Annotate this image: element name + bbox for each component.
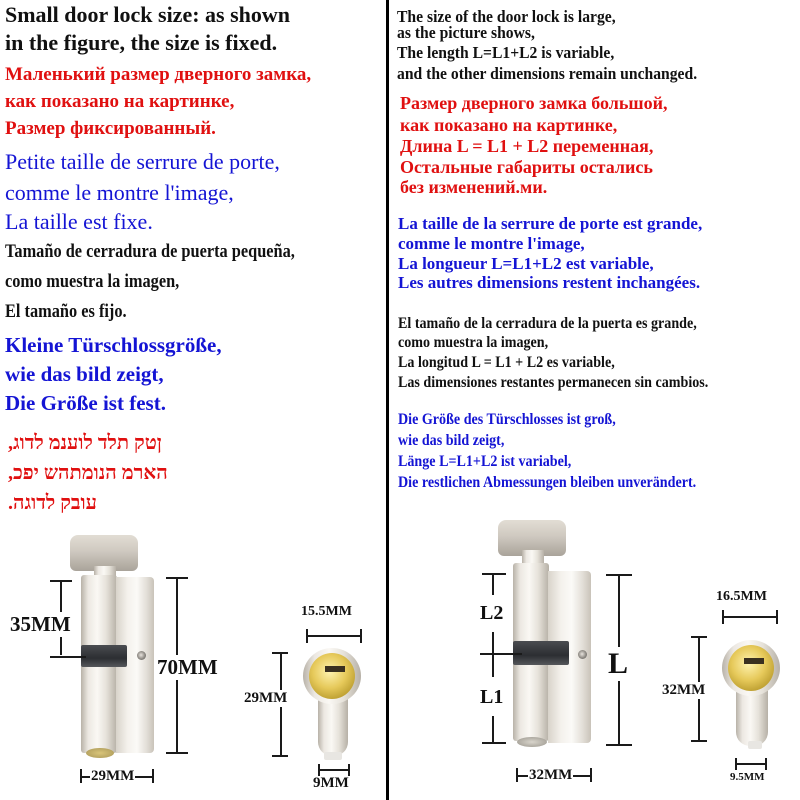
right-spanish-line-1: El tamaño de la cerradura de la puerta es grande, — [398, 315, 697, 332]
dim-29-end-bottom-tick — [272, 755, 288, 757]
dim-16.5-line — [722, 616, 778, 618]
keyway-slot — [325, 666, 345, 672]
dim-32mm-label: 32MM — [529, 767, 573, 783]
dim-16.5mm-label: 16.5MM — [716, 589, 767, 604]
right-russian-line-4: Остальные габариты остались — [400, 157, 653, 177]
dim-29mm-label: 29MM — [91, 768, 135, 784]
right-spanish-line-3: La longitud L = L1 + L2 es variable, — [398, 354, 615, 371]
dim-l-bottom-tick — [606, 744, 632, 746]
brass-key-plug — [309, 653, 355, 699]
dim-15.5-line — [306, 635, 362, 637]
right-german-line-3: Länge L=L1+L2 ist variabel, — [398, 453, 572, 470]
left-russian-line-1: Маленький размер дверного замка, — [5, 64, 312, 85]
left-spanish-line-1: Tamaño de cerradura de puerta pequeña, — [5, 241, 295, 262]
dim-9-line — [318, 769, 350, 771]
dim-l-label: L — [608, 647, 629, 680]
keyway-slot — [744, 658, 764, 664]
dim-l1-label: L1 — [480, 686, 504, 708]
dim-9mm-label: 9MM — [313, 775, 349, 791]
right-french-line-2: comme le montre l'image, — [398, 234, 585, 253]
left-russian-line-3: Размер фиксированный. — [5, 118, 216, 139]
dim-29-right-tick — [152, 769, 154, 783]
dim-9.5-right-tick — [765, 758, 767, 770]
dim-70mm-label: 70MM — [157, 655, 218, 679]
right-english-line-1: The size of the door lock is large, — [397, 7, 616, 26]
dim-35-bottom-tick — [50, 656, 86, 658]
dim-15.5-right-tick — [360, 629, 362, 643]
right-english-line-4: and the other dimensions remain unchanged. — [397, 64, 698, 83]
left-spanish-line-2: como muestra la imagen, — [5, 271, 180, 292]
dim-32-right-tick — [590, 768, 592, 782]
dim-l1-bottom-tick — [482, 742, 506, 744]
dim-l2-upper-line — [492, 573, 494, 595]
right-english-line-3: The length L=L1+L2 is variable, — [397, 43, 615, 62]
keyway-end — [86, 748, 114, 758]
right-russian-line-1: Размер дверного замка большой, — [400, 93, 668, 113]
left-russian-line-2: как показано на картинке, — [5, 91, 235, 112]
dim-9.5-line — [735, 763, 767, 765]
left-german-line-1: Kleine Türschlossgröße, — [5, 333, 222, 357]
left-hebrew-line-3: עובק לדוגה. — [8, 492, 97, 514]
right-french-line-4: Les autres dimensions restent inchangées. — [398, 273, 701, 292]
dim-32-end-bottom-tick — [691, 740, 707, 742]
right-english-line-2: as the picture shows, — [397, 23, 535, 42]
keyway-end — [517, 737, 547, 747]
dim-l1-l2-split-tick — [480, 653, 522, 655]
fixing-screw-hole — [578, 650, 587, 659]
right-spanish-line-2: como muestra la imagen, — [398, 334, 549, 351]
dim-l2-top-tick — [482, 573, 506, 575]
left-hebrew-line-1: ןטק תלד לוענמ לדוג, — [8, 432, 162, 454]
dim-29mm-end-label: 29MM — [244, 690, 288, 706]
left-english-line-2: in the figure, the size is fixed. — [5, 30, 278, 55]
right-russian-line-3: Длина L = L1 + L2 переменная, — [400, 136, 654, 156]
left-french-line-2: comme le montre l'image, — [5, 180, 234, 205]
dim-l2-lower-line — [492, 632, 494, 654]
dim-l1-lower-line — [492, 716, 494, 742]
left-french-line-1: Petite taille de serrure de porte, — [5, 149, 280, 174]
right-german-line-2: wie das bild zeigt, — [398, 432, 505, 449]
left-german-line-3: Die Größe ist fest. — [5, 391, 166, 415]
right-russian-line-2: как показано на картинке, — [400, 115, 618, 135]
cam — [81, 645, 127, 667]
dim-9.5mm-label: 9.5MM — [730, 771, 765, 783]
left-spanish-line-3: El tamaño es fijo. — [5, 301, 127, 322]
left-hebrew-line-2: הארמ הנומתהש יפכ, — [8, 462, 168, 484]
right-german-line-1: Die Größe des Türschlosses ist groß, — [398, 411, 616, 428]
end-view-pin — [748, 741, 762, 749]
dim-l1-upper-line — [492, 655, 494, 677]
dim-15.5mm-label: 15.5MM — [301, 604, 352, 619]
dim-70-bottom-tick — [166, 752, 188, 754]
right-russian-line-5: без изменений.ми. — [400, 177, 548, 197]
dim-35mm-label: 35MM — [10, 612, 71, 636]
brass-key-plug — [728, 645, 774, 691]
dim-16.5-right-tick — [776, 610, 778, 624]
dim-32mm-end-label: 32MM — [662, 682, 706, 698]
end-view-pin — [324, 752, 342, 760]
center-divider — [386, 0, 389, 800]
right-french-line-1: La taille de la serrure de porte est grande, — [398, 214, 703, 233]
left-german-line-2: wie das bild zeigt, — [5, 362, 164, 386]
fixing-screw-hole — [137, 651, 146, 660]
right-spanish-line-4: Las dimensiones restantes permanecen sin cambios. — [398, 374, 709, 391]
left-english-line-1: Small door lock size: as shown — [5, 2, 291, 27]
dim-l2-label: L2 — [480, 602, 504, 624]
left-french-line-3: La taille est fixe. — [5, 209, 153, 234]
right-german-line-4: Die restlichen Abmessungen bleiben unverändert. — [398, 474, 697, 491]
right-french-line-3: La longueur L=L1+L2 est variable, — [398, 254, 654, 273]
